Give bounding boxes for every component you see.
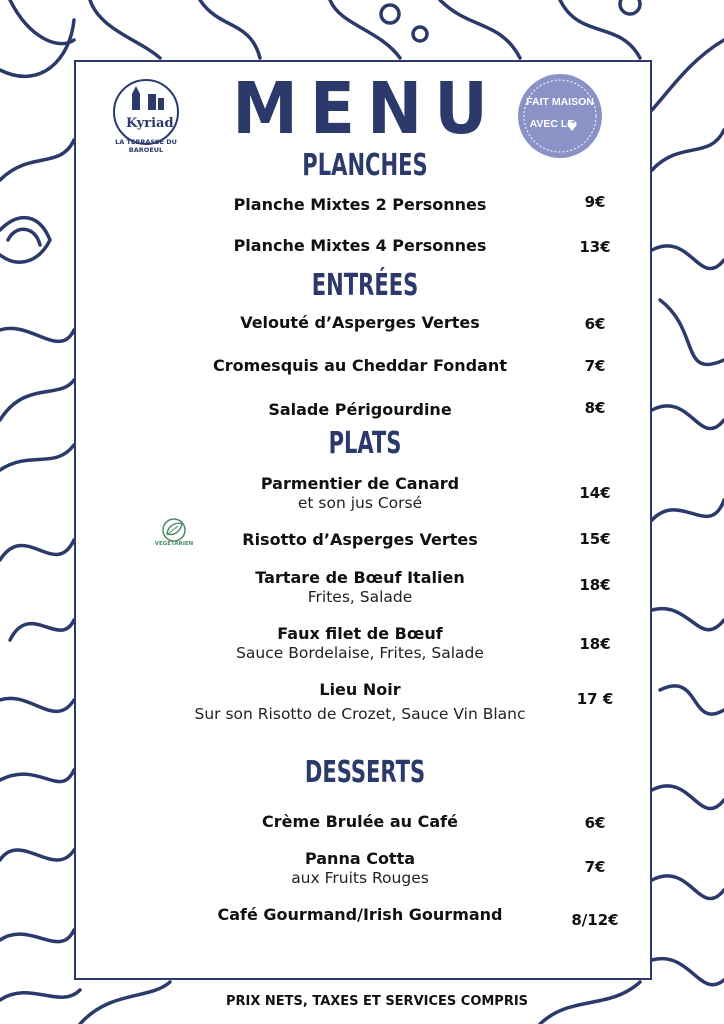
menu-item (160, 848, 560, 888)
item-name: Crème Brulée au Café (262, 812, 458, 831)
item-price: 9€ (584, 193, 606, 211)
item-price: 15€ (579, 530, 611, 548)
fait-maison-badge (516, 72, 604, 160)
item-price: 8€ (584, 399, 606, 417)
item-description: Frites, Salade (307, 588, 413, 606)
item-description: Sauce Bordelaise, Frites, Salade (236, 644, 484, 662)
item-description: Sur son Risotto de Crozet, Sauce Vin Blanc (194, 705, 526, 723)
item-price: 8/12€ (571, 911, 619, 929)
item-price: 6€ (584, 814, 606, 832)
item-name: Salade Périgourdine (268, 400, 452, 419)
item-name: Planche Mixtes 4 Personnes (233, 236, 487, 255)
item-name: Cromesquis au Cheddar Fondant (213, 356, 507, 375)
menu-item (160, 194, 560, 215)
item-name: Velouté d’Asperges Vertes (240, 313, 480, 332)
hotel-logo (102, 76, 192, 156)
item-name: Lieu Noir (319, 680, 401, 699)
menu-item (160, 904, 560, 925)
item-name: Parmentier de Canard (260, 474, 460, 493)
item-description: et son jus Corsé (297, 494, 423, 512)
section-desserts: DESSERTS (304, 755, 426, 790)
item-price: 7€ (584, 357, 606, 375)
vegetarian-label: VEGETARIEN (154, 541, 194, 547)
menu-item (160, 529, 560, 550)
menu-item (160, 811, 560, 832)
item-price: 18€ (579, 576, 611, 594)
item-name: Panna Cotta (304, 849, 416, 868)
menu-item (130, 679, 590, 724)
badge-line1: FAIT MAISON (526, 96, 594, 108)
menu-item (160, 473, 560, 513)
menu-item (160, 312, 560, 333)
item-description: aux Fruits Rouges (291, 869, 429, 887)
item-price: 14€ (579, 484, 611, 502)
item-name: Planche Mixtes 2 Personnes (233, 195, 487, 214)
menu-item (160, 355, 560, 376)
item-price: 17 € (576, 690, 614, 708)
menu-title: MENU (232, 66, 500, 151)
footer-note: PRIX NETS, TAXES ET SERVICES COMPRIS (225, 994, 529, 1009)
menu-item (160, 567, 560, 607)
menu-item (160, 235, 560, 256)
item-name: Tartare de Bœuf Italien (255, 568, 465, 587)
item-price: 6€ (584, 315, 606, 333)
section-entrees: ENTRÉES (311, 268, 419, 303)
item-price: 7€ (584, 858, 606, 876)
logo-subtext: LA TERRASSE DU BAROEUL (115, 138, 177, 154)
item-name: Faux filet de Bœuf (277, 624, 443, 643)
badge-shape (516, 72, 604, 160)
item-price: 13€ (579, 238, 611, 256)
menu-item (160, 399, 560, 420)
item-name: Risotto d’Asperges Vertes (242, 530, 478, 549)
badge-line2: AVEC LE (529, 118, 575, 130)
item-name: Café Gourmand/Irish Gourmand (217, 905, 503, 924)
section-plats: PLATS (328, 426, 402, 461)
menu-item (160, 623, 560, 663)
section-planches: PLANCHES (302, 148, 428, 183)
item-price: 18€ (579, 635, 611, 653)
logo-text: Kyriad (126, 116, 174, 131)
